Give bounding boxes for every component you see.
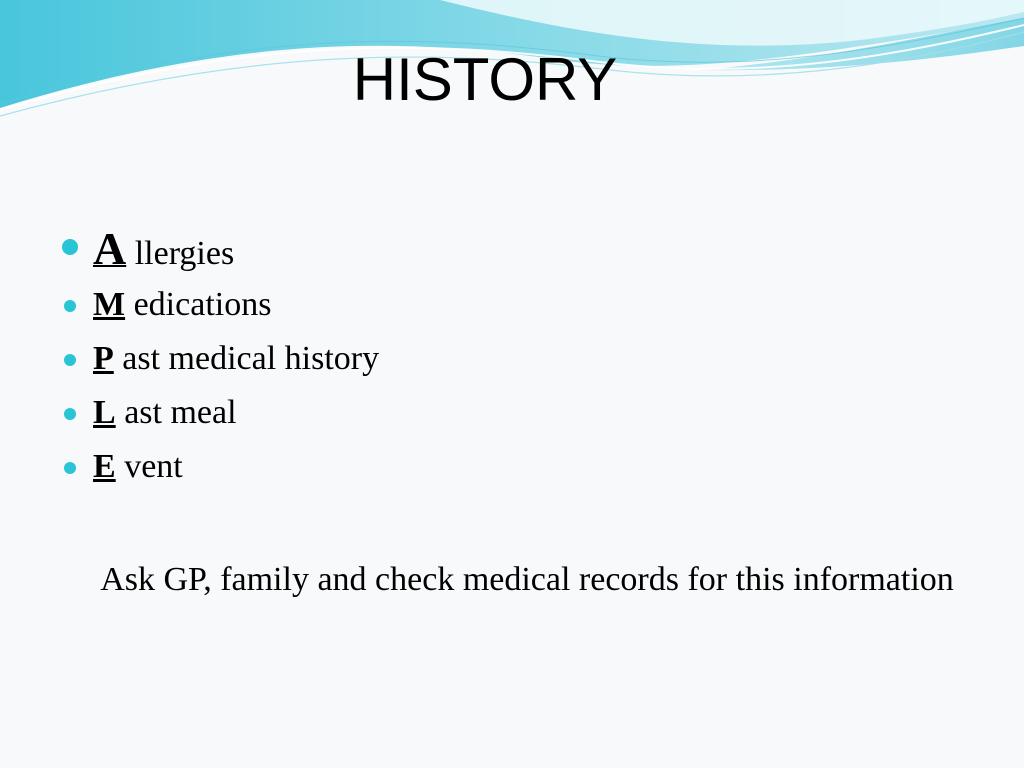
list-item: [60, 219, 960, 279]
bullet-dot-icon: [64, 354, 76, 366]
bullet-text: llergies: [134, 235, 235, 272]
bullet-initial: A: [93, 223, 127, 274]
slide-title: HISTORY: [352, 46, 618, 113]
list-item: [60, 339, 960, 393]
list-item: [60, 447, 960, 501]
bullet-initial: E: [93, 448, 116, 485]
bullet-initial: P: [93, 340, 114, 377]
bullet-text: vent: [124, 448, 183, 485]
bullet-initial: M: [93, 286, 126, 323]
bullet-initial: L: [93, 394, 116, 431]
bullet-list: [60, 225, 960, 501]
bullet-dot-icon: [64, 462, 76, 474]
bullet-dot-icon: [62, 239, 78, 255]
bullet-text: ast meal: [124, 394, 237, 431]
list-item: [60, 285, 960, 339]
bullet-dot-icon: [64, 408, 76, 420]
bullet-text: ast medical history: [122, 340, 380, 377]
information-note: Ask GP, family and check medical records for this information: [100, 561, 954, 598]
list-item: [60, 393, 960, 447]
bullet-text: edications: [133, 286, 272, 323]
bullet-dot-icon: [64, 300, 76, 312]
